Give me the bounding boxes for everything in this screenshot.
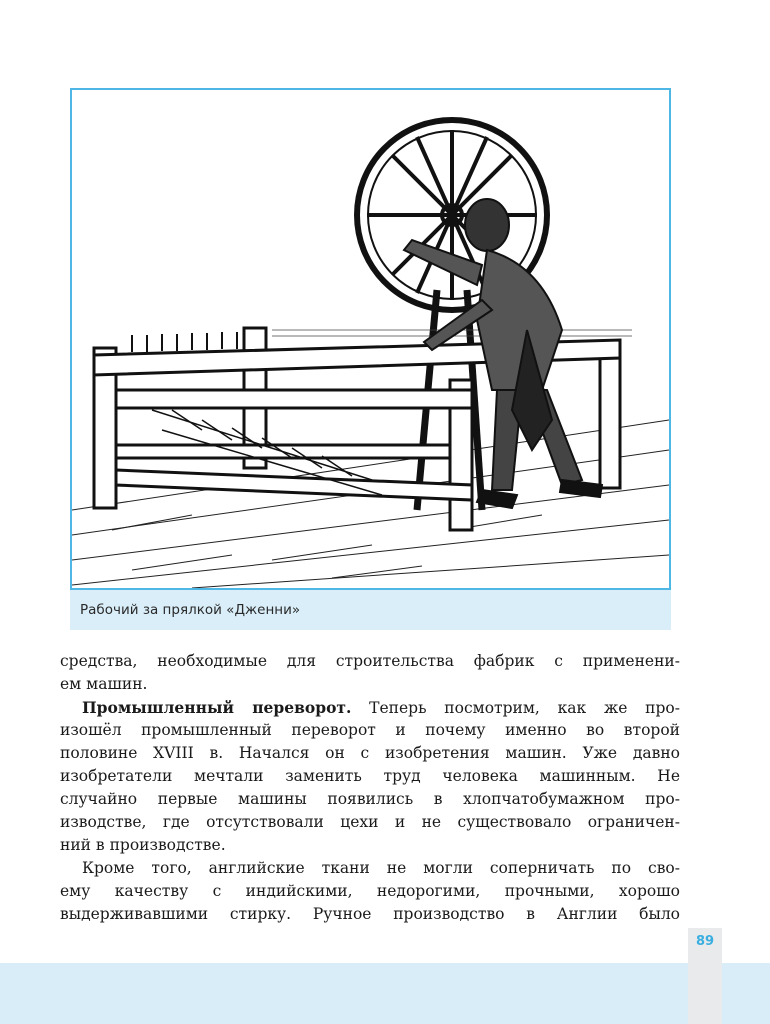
page-number: 89 (695, 934, 715, 949)
text-line: половине XVIII в. Начался он с изобретения машин. Уже давно (60, 744, 680, 762)
page-footer-band (0, 963, 770, 1024)
text-line: ему качеству с индийскими, недорогими, прочными, хорошо (60, 882, 680, 900)
text-fragment: Теперь посмотрим, как же про- (351, 699, 680, 717)
text-line: ем машин. (60, 675, 148, 693)
page-number-tab (688, 928, 722, 1024)
spinning-jenny-illustration (72, 90, 669, 588)
body-text (60, 650, 680, 926)
text-line: изошёл промышленный переворот и почему именно во второй (60, 721, 680, 739)
text-line: Кроме того, английские ткани не могли соперничать по сво- (82, 859, 680, 877)
figure-caption: Рабочий за прялкой «Дженни» (80, 602, 301, 618)
paragraph (60, 650, 680, 696)
figure-frame (70, 88, 671, 590)
figure (70, 88, 671, 630)
text-line: изобретатели мечтали заменить труд человека машинным. Не (60, 767, 680, 785)
text-line: выдерживавшими стирку. Ручное производство в Англии было (60, 905, 680, 923)
section-heading: Промышленный переворот. (82, 698, 352, 717)
text-line (60, 696, 680, 719)
text-line: ний в производстве. (60, 836, 226, 854)
text-line: средства, необходимые для строительства фабрик с применени- (60, 652, 680, 670)
text-line: изводстве, где отсутствовали цехи и не существовало ограничен- (60, 813, 680, 831)
paragraph (60, 857, 680, 926)
paragraph (60, 696, 680, 857)
text-line: случайно первые машины появились в хлопчатобумажном про- (60, 790, 680, 808)
